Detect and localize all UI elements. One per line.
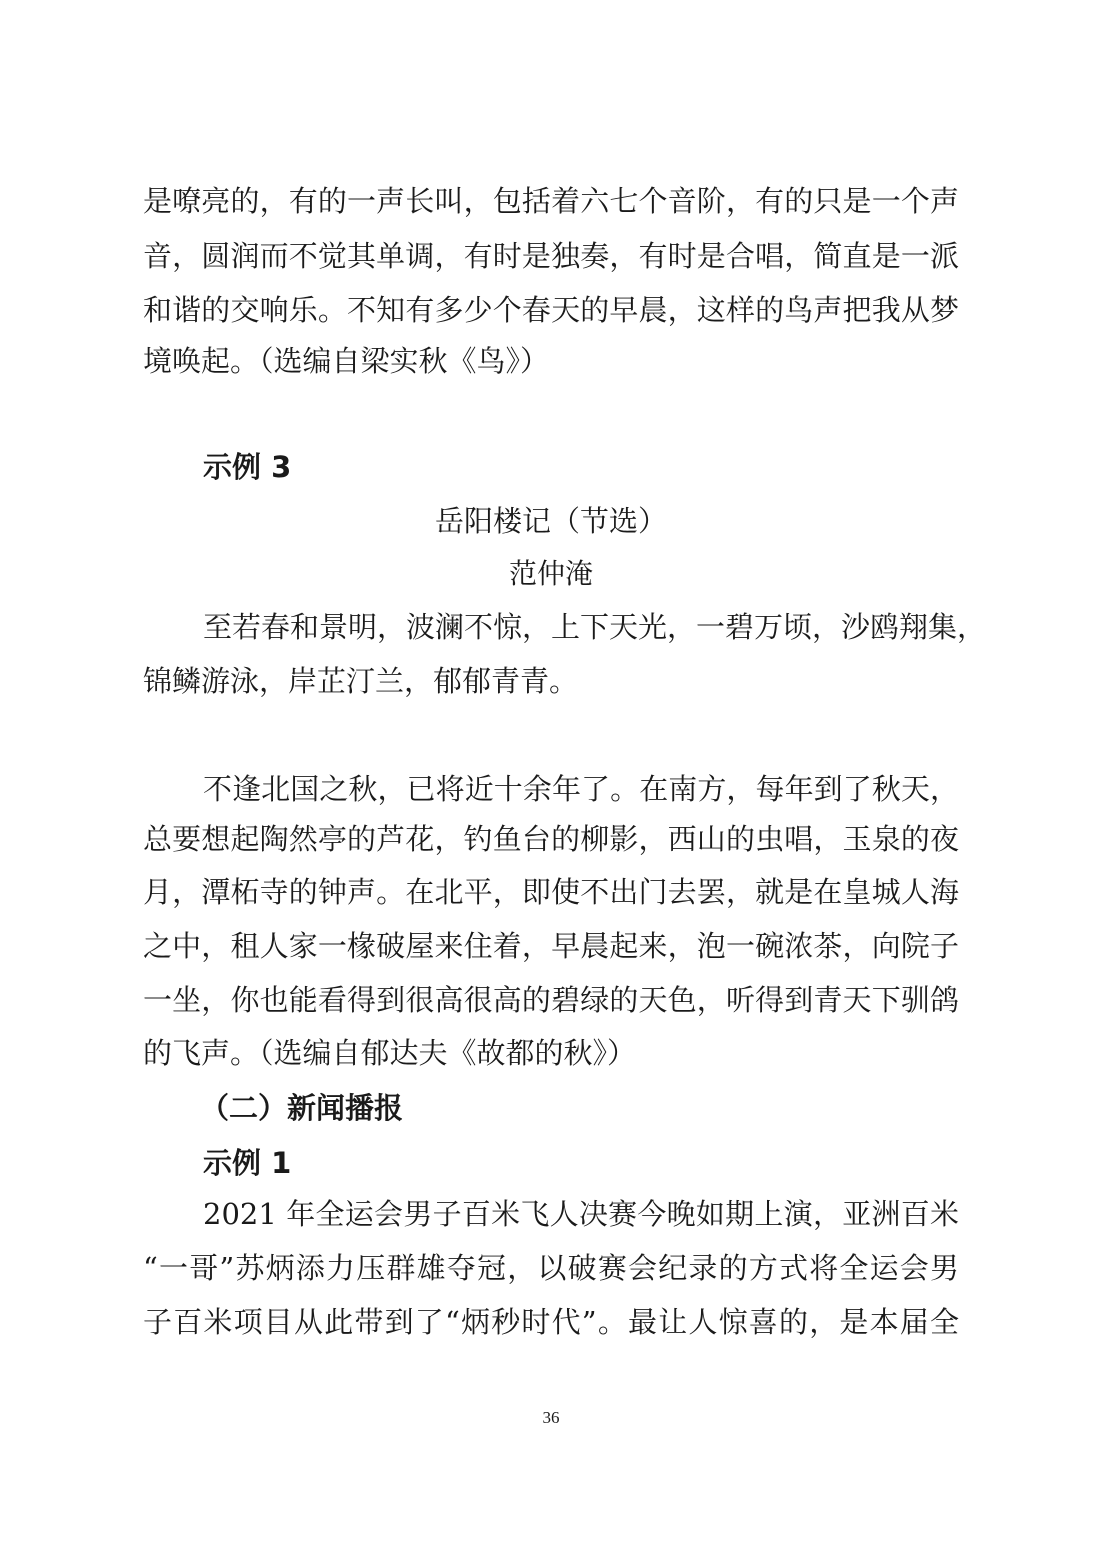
passage-a-line-3: 和谐的交响乐。不知有多少个春天的早晨，这样的鸟声把我从梦 [143, 293, 959, 327]
passage-a-line-1: 是嘹亮的，有的一声长叫，包括着六七个音阶，有的只是一个声 [143, 184, 959, 218]
passage-b-line-5: 一坐，你也能看得到很高很高的碧绿的天色，听得到青天下驯鸽 [143, 983, 959, 1017]
passage-b-line-2: 总要想起陶然亭的芦花，钓鱼台的柳影，西山的虫唱，玉泉的夜 [143, 822, 959, 856]
poem-line-1: 至若春和景明，波澜不惊，上下天光，一碧万顷，沙鸥翔集， [203, 610, 987, 644]
example-1-heading: 示例 1 [203, 1146, 292, 1180]
poem-author: 范仲淹 [508, 557, 593, 590]
news-line-3: 子百米项目从此带到了“炳秒时代”。最让人惊喜的，是本届全 [143, 1305, 959, 1339]
example-3-heading: 示例 3 [203, 450, 292, 484]
section-2-heading: （二）新闻播报 [200, 1091, 404, 1125]
news-line-1: 2021 年全运会男子百米飞人决赛今晚如期上演，亚洲百米 [203, 1197, 959, 1231]
passage-a-line-4: 境唤起。（选编自梁实秋《鸟》） [143, 344, 550, 378]
passage-b-line-1: 不逢北国之秋，已将近十余年了。在南方，每年到了秋天， [203, 772, 959, 806]
news-line-2: “一哥”苏炳添力压群雄夺冠，以破赛会纪录的方式将全运会男 [143, 1251, 959, 1285]
passage-b-line-6: 的飞声。（选编自郁达夫《故都的秋》） [143, 1036, 637, 1070]
poem-line-2: 锦鳞游泳，岸芷汀兰，郁郁青青。 [143, 664, 579, 698]
passage-b-line-3: 月，潭柘寺的钟声。在北平，即使不出门去罢，就是在皇城人海 [143, 875, 959, 909]
poem-title: 岳阳楼记（节选） [434, 504, 667, 538]
passage-a-line-2: 音，圆润而不觉其单调，有时是独奏，有时是合唱，简直是一派 [143, 239, 959, 273]
page-number: 36 [542, 1408, 560, 1427]
passage-b-line-4: 之中，租人家一椽破屋来住着，早晨起来，泡一碗浓茶，向院子 [143, 929, 959, 963]
